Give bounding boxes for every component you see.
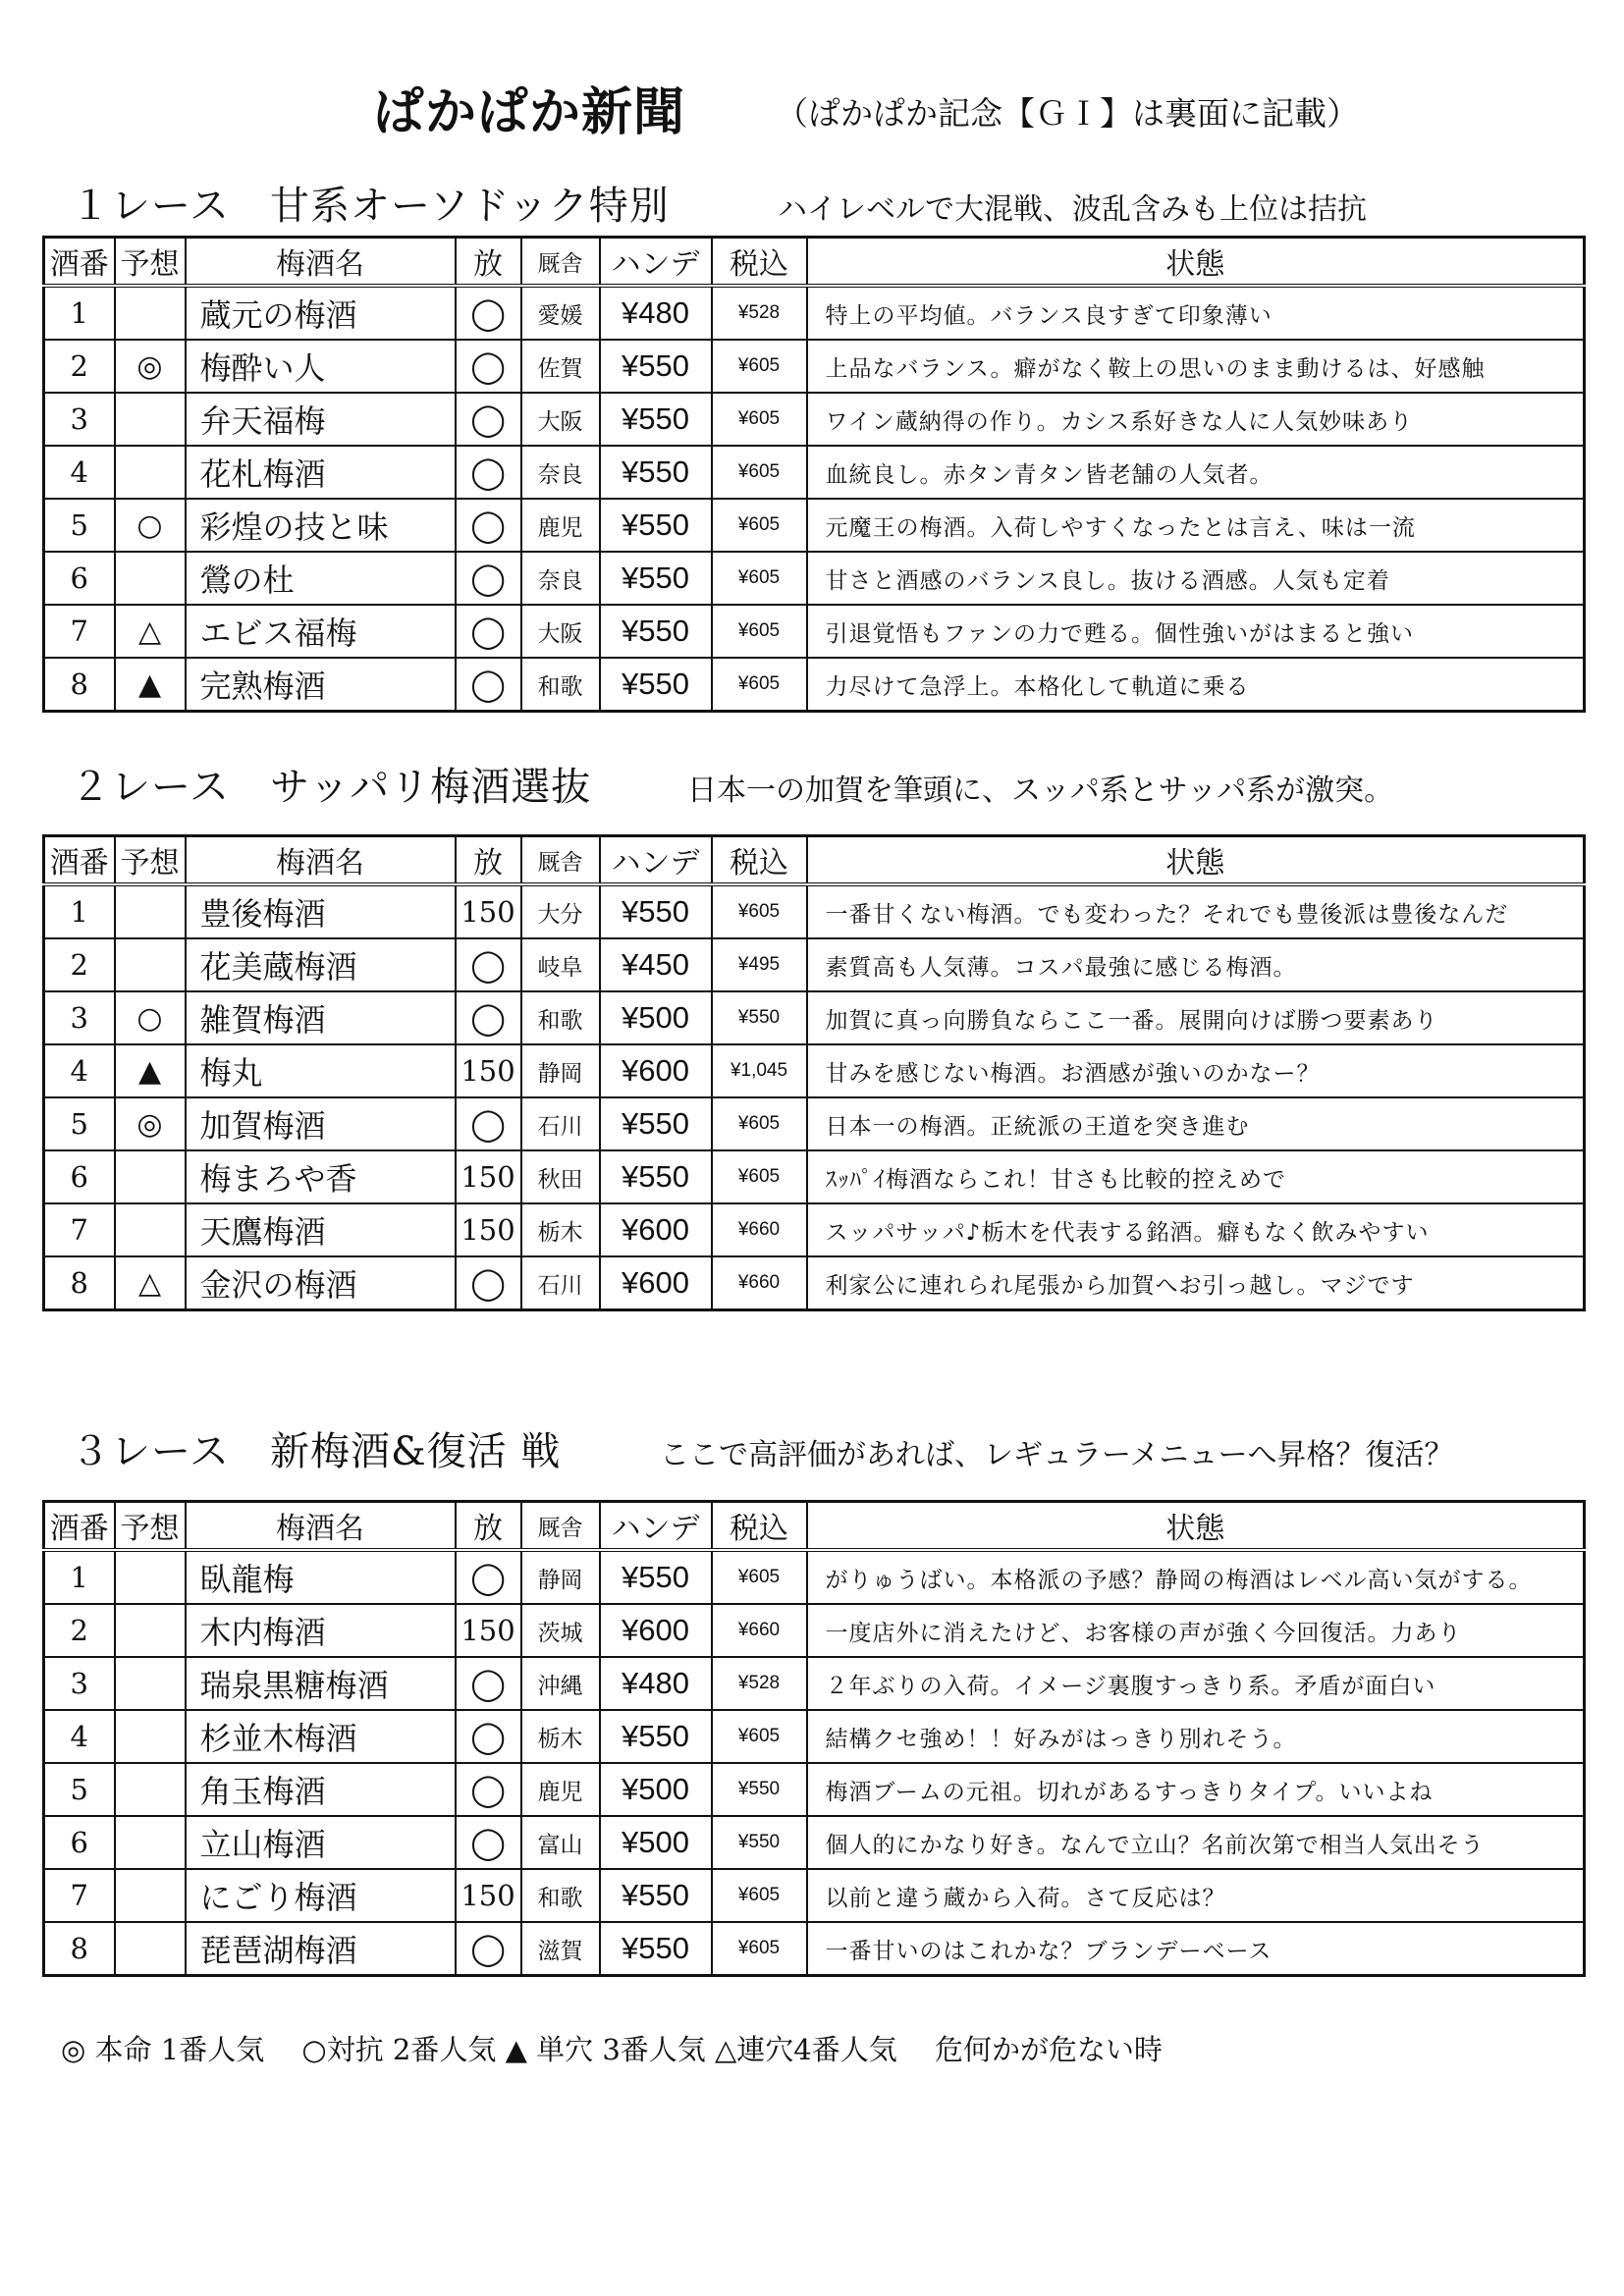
status-comment: ２年ぶりの入荷。イメージ裏腹すっきり系。矛盾が面白い bbox=[807, 1657, 1585, 1710]
column-header: 税込 bbox=[712, 238, 807, 287]
hou-cell: 150 bbox=[456, 1150, 521, 1203]
status-comment: 一番甘くない梅酒。でも変わった？それでも豊後派は豊後なんだ bbox=[807, 884, 1585, 938]
page-title: ぱかぱか新聞 bbox=[373, 82, 686, 142]
horse-number: 5 bbox=[44, 1097, 115, 1150]
umeshu-name: 花札梅酒 bbox=[186, 446, 456, 499]
hou-cell: ◯ bbox=[456, 499, 521, 552]
status-comment: 結構クセ強め！！好みがはっきり別れそう。 bbox=[807, 1710, 1585, 1763]
horse-number: 3 bbox=[44, 991, 115, 1044]
hou-cell: ◯ bbox=[456, 446, 521, 499]
table-row bbox=[44, 884, 1585, 938]
tax-price: ¥605 bbox=[712, 658, 807, 712]
horse-number: 5 bbox=[44, 1763, 115, 1816]
horse-number: 2 bbox=[44, 938, 115, 991]
status-comment: 日本一の梅酒。正統派の王道を突き進む bbox=[807, 1097, 1585, 1150]
stable-pref: 石川 bbox=[521, 1097, 600, 1150]
horse-number: 8 bbox=[44, 1922, 115, 1976]
race-note: ハイレベルで大混戦、波乱含みも上位は拮抗 bbox=[778, 192, 1367, 227]
race-3-header bbox=[0, 1420, 1624, 1479]
handicap-price: ¥550 bbox=[600, 884, 712, 938]
handicap-price: ¥550 bbox=[600, 1922, 712, 1976]
tax-price: ¥550 bbox=[712, 1763, 807, 1816]
prediction-mark: ▲ bbox=[115, 1044, 186, 1097]
umeshu-name: 弁天福梅 bbox=[186, 393, 456, 446]
stable-pref: 富山 bbox=[521, 1816, 600, 1869]
umeshu-name: 完熟梅酒 bbox=[186, 658, 456, 712]
handicap-price: ¥550 bbox=[600, 1710, 712, 1763]
race-title: ３レース 新梅酒&復活 戦 bbox=[71, 1429, 562, 1474]
tax-price: ¥660 bbox=[712, 1256, 807, 1310]
handicap-price: ¥500 bbox=[600, 991, 712, 1044]
stable-pref: 佐賀 bbox=[521, 340, 600, 393]
stable-pref: 和歌 bbox=[521, 991, 600, 1044]
umeshu-name: にごり梅酒 bbox=[186, 1869, 456, 1922]
hou-cell: ◯ bbox=[456, 1922, 521, 1976]
table-row bbox=[44, 1150, 1585, 1203]
race-note: ここで高評価があれば、レギュラーメニューへ昇格？復活？ bbox=[660, 1438, 1454, 1472]
handicap-price: ¥550 bbox=[600, 499, 712, 552]
hou-cell: ◯ bbox=[456, 1550, 521, 1604]
hou-cell: ◯ bbox=[456, 1256, 521, 1310]
race-note: 日本一の加賀を筆頭に、スッパ系とサッパ系が激突。 bbox=[687, 774, 1394, 808]
tax-price: ¥660 bbox=[712, 1203, 807, 1256]
status-comment: 上品なバランス。癖がなく鞍上の思いのまま動けるは、好感触 bbox=[807, 340, 1585, 393]
handicap-price: ¥550 bbox=[600, 1869, 712, 1922]
tax-price: ¥605 bbox=[712, 340, 807, 393]
status-comment: 血統良し。赤タン青タン皆老舗の人気者。 bbox=[807, 446, 1585, 499]
race-1-table bbox=[42, 236, 1586, 713]
column-header: 梅酒名 bbox=[186, 836, 456, 885]
umeshu-name: 梅酔い人 bbox=[186, 340, 456, 393]
umeshu-name: 豊後梅酒 bbox=[186, 884, 456, 938]
column-header: 厩舎 bbox=[521, 1502, 600, 1551]
handicap-price: ¥550 bbox=[600, 552, 712, 605]
header-row bbox=[44, 1502, 1585, 1551]
tax-price: ¥605 bbox=[712, 393, 807, 446]
header-row bbox=[44, 836, 1585, 885]
stable-pref: 奈良 bbox=[521, 446, 600, 499]
prediction-mark bbox=[115, 1150, 186, 1203]
status-comment: 梅酒ブームの元祖。切れがあるすっきりタイプ。いいよね bbox=[807, 1763, 1585, 1816]
race-2-table bbox=[42, 834, 1586, 1311]
horse-number: 6 bbox=[44, 1150, 115, 1203]
umeshu-name: 天鷹梅酒 bbox=[186, 1203, 456, 1256]
prediction-mark bbox=[115, 938, 186, 991]
column-header: 酒番 bbox=[44, 238, 115, 287]
stable-pref: 石川 bbox=[521, 1256, 600, 1310]
umeshu-name: 金沢の梅酒 bbox=[186, 1256, 456, 1310]
umeshu-name: 臥龍梅 bbox=[186, 1550, 456, 1604]
column-header: 状態 bbox=[807, 1502, 1585, 1551]
hou-cell: ◯ bbox=[456, 605, 521, 658]
horse-number: 6 bbox=[44, 552, 115, 605]
status-comment: 特上の平均値。バランス良すぎて印象薄い bbox=[807, 286, 1585, 340]
column-header: ハンデ bbox=[600, 836, 712, 885]
handicap-price: ¥550 bbox=[600, 340, 712, 393]
hou-cell: ◯ bbox=[456, 1097, 521, 1150]
table-row bbox=[44, 658, 1585, 712]
table-row bbox=[44, 1044, 1585, 1097]
horse-number: 1 bbox=[44, 1550, 115, 1604]
tax-price: ¥605 bbox=[712, 499, 807, 552]
table-row bbox=[44, 1710, 1585, 1763]
hou-cell: ◯ bbox=[456, 1763, 521, 1816]
prediction-legend: ◎ 本命 1番人気 ○対抗 2番人気 ▲ 単穴 3番人気 △連穴4番人気 危何かが危ない時 bbox=[61, 2033, 1163, 2066]
column-header: ハンデ bbox=[600, 238, 712, 287]
hou-cell: 150 bbox=[456, 1869, 521, 1922]
hou-cell: ◯ bbox=[456, 286, 521, 340]
handicap-price: ¥550 bbox=[600, 605, 712, 658]
stable-pref: 和歌 bbox=[521, 658, 600, 712]
column-header: 放 bbox=[456, 238, 521, 287]
status-comment: がりゅうばい。本格派の予感？静岡の梅酒はレベル高い気がする。 bbox=[807, 1550, 1585, 1604]
tax-price: ¥605 bbox=[712, 605, 807, 658]
prediction-mark bbox=[115, 1763, 186, 1816]
table-row bbox=[44, 499, 1585, 552]
handicap-price: ¥600 bbox=[600, 1203, 712, 1256]
status-comment: 個人的にかなり好き。なんで立山？名前次第で相当人気出そう bbox=[807, 1816, 1585, 1869]
column-header: 酒番 bbox=[44, 836, 115, 885]
table-row bbox=[44, 1869, 1585, 1922]
umeshu-name: 角玉梅酒 bbox=[186, 1763, 456, 1816]
column-header: 予想 bbox=[115, 1502, 186, 1551]
tax-price: ¥550 bbox=[712, 991, 807, 1044]
page-header bbox=[0, 61, 1624, 149]
prediction-mark: ▲ bbox=[115, 658, 186, 712]
stable-pref: 茨城 bbox=[521, 1604, 600, 1657]
handicap-price: ¥600 bbox=[600, 1604, 712, 1657]
handicap-price: ¥480 bbox=[600, 286, 712, 340]
umeshu-name: 瑞泉黒糖梅酒 bbox=[186, 1657, 456, 1710]
prediction-mark bbox=[115, 884, 186, 938]
umeshu-name: 蔵元の梅酒 bbox=[186, 286, 456, 340]
horse-number: 8 bbox=[44, 658, 115, 712]
umeshu-name: 立山梅酒 bbox=[186, 1816, 456, 1869]
hou-cell: 150 bbox=[456, 884, 521, 938]
race-3-table bbox=[42, 1500, 1586, 1977]
handicap-price: ¥600 bbox=[600, 1044, 712, 1097]
column-header: 厩舎 bbox=[521, 238, 600, 287]
horse-number: 1 bbox=[44, 884, 115, 938]
race-title: １レース 甘系オーソドック特別 bbox=[71, 184, 670, 229]
tax-price: ¥605 bbox=[712, 552, 807, 605]
status-comment: 利家公に連れられ尾張から加賀へお引っ越し。マジです bbox=[807, 1256, 1585, 1310]
table-row bbox=[44, 938, 1585, 991]
handicap-price: ¥500 bbox=[600, 1763, 712, 1816]
status-comment: 引退覚悟もファンの力で甦る。個性強いがはまると強い bbox=[807, 605, 1585, 658]
handicap-price: ¥480 bbox=[600, 1657, 712, 1710]
horse-number: 7 bbox=[44, 605, 115, 658]
horse-number: 3 bbox=[44, 1657, 115, 1710]
horse-number: 4 bbox=[44, 1710, 115, 1763]
tax-price: ¥528 bbox=[712, 1657, 807, 1710]
table-row bbox=[44, 1550, 1585, 1604]
stable-pref: 栃木 bbox=[521, 1203, 600, 1256]
hou-cell: ◯ bbox=[456, 552, 521, 605]
hou-cell: 150 bbox=[456, 1604, 521, 1657]
status-comment: ワイン蔵納得の作り。カシス系好きな人に人気妙味あり bbox=[807, 393, 1585, 446]
stable-pref: 沖縄 bbox=[521, 1657, 600, 1710]
table-row bbox=[44, 340, 1585, 393]
status-comment: 加賀に真っ向勝負ならここ一番。展開向けば勝つ要素あり bbox=[807, 991, 1585, 1044]
hou-cell: ◯ bbox=[456, 658, 521, 712]
table-row bbox=[44, 1922, 1585, 1976]
table-row bbox=[44, 1604, 1585, 1657]
column-header: 酒番 bbox=[44, 1502, 115, 1551]
handicap-price: ¥550 bbox=[600, 1150, 712, 1203]
column-header: 予想 bbox=[115, 836, 186, 885]
prediction-mark bbox=[115, 446, 186, 499]
table-row bbox=[44, 393, 1585, 446]
stable-pref: 鹿児 bbox=[521, 499, 600, 552]
hou-cell: 150 bbox=[456, 1044, 521, 1097]
handicap-price: ¥550 bbox=[600, 1550, 712, 1604]
prediction-mark bbox=[115, 1550, 186, 1604]
horse-number: 8 bbox=[44, 1256, 115, 1310]
tax-price: ¥605 bbox=[712, 1869, 807, 1922]
race-2-header bbox=[0, 756, 1624, 815]
table-row bbox=[44, 991, 1585, 1044]
table-row bbox=[44, 1657, 1585, 1710]
race-1-header bbox=[0, 175, 1624, 234]
tax-price: ¥605 bbox=[712, 446, 807, 499]
hou-cell: ◯ bbox=[456, 1657, 521, 1710]
umeshu-name: 雑賀梅酒 bbox=[186, 991, 456, 1044]
handicap-price: ¥600 bbox=[600, 1256, 712, 1310]
horse-number: 6 bbox=[44, 1816, 115, 1869]
prediction-mark bbox=[115, 1710, 186, 1763]
column-header: 状態 bbox=[807, 836, 1585, 885]
horse-number: 7 bbox=[44, 1869, 115, 1922]
status-comment: 一度店外に消えたけど、お客様の声が強く今回復活。力あり bbox=[807, 1604, 1585, 1657]
status-comment: ｽｯﾊﾟｲ梅酒ならこれ！甘さも比較的控えめで bbox=[807, 1150, 1585, 1203]
horse-number: 2 bbox=[44, 340, 115, 393]
stable-pref: 岐阜 bbox=[521, 938, 600, 991]
umeshu-name: エビス福梅 bbox=[186, 605, 456, 658]
race-title: ２レース サッパリ梅酒選抜 bbox=[71, 765, 592, 810]
stable-pref: 奈良 bbox=[521, 552, 600, 605]
column-header: 梅酒名 bbox=[186, 238, 456, 287]
tax-price: ¥660 bbox=[712, 1604, 807, 1657]
prediction-mark: △ bbox=[115, 605, 186, 658]
column-header: ハンデ bbox=[600, 1502, 712, 1551]
prediction-mark bbox=[115, 1922, 186, 1976]
tax-price: ¥605 bbox=[712, 1097, 807, 1150]
column-header: 放 bbox=[456, 836, 521, 885]
status-comment: スッパサッパ♪栃木を代表する銘酒。癖もなく飲みやすい bbox=[807, 1203, 1585, 1256]
umeshu-name: 琵琶湖梅酒 bbox=[186, 1922, 456, 1976]
horse-number: 7 bbox=[44, 1203, 115, 1256]
status-comment: 素質高も人気薄。コスパ最強に感じる梅酒。 bbox=[807, 938, 1585, 991]
hou-cell: 150 bbox=[456, 1203, 521, 1256]
tax-price: ¥605 bbox=[712, 1710, 807, 1763]
horse-number: 4 bbox=[44, 1044, 115, 1097]
tax-price: ¥605 bbox=[712, 1150, 807, 1203]
stable-pref: 栃木 bbox=[521, 1710, 600, 1763]
umeshu-name: 彩煌の技と味 bbox=[186, 499, 456, 552]
handicap-price: ¥450 bbox=[600, 938, 712, 991]
prediction-mark bbox=[115, 286, 186, 340]
table-row bbox=[44, 446, 1585, 499]
stable-pref: 秋田 bbox=[521, 1150, 600, 1203]
prediction-mark bbox=[115, 1604, 186, 1657]
status-comment: 以前と違う蔵から入荷。さて反応は？ bbox=[807, 1869, 1585, 1922]
column-header: 状態 bbox=[807, 238, 1585, 287]
horse-number: 3 bbox=[44, 393, 115, 446]
page-subtitle: （ぱかぱか記念【ＧＩ】は裏面に記載） bbox=[776, 94, 1359, 133]
hou-cell: ◯ bbox=[456, 1710, 521, 1763]
status-comment: 甘さと酒感のバランス良し。抜ける酒感。人気も定着 bbox=[807, 552, 1585, 605]
horse-number: 5 bbox=[44, 499, 115, 552]
umeshu-name: 木内梅酒 bbox=[186, 1604, 456, 1657]
stable-pref: 滋賀 bbox=[521, 1922, 600, 1976]
table-row bbox=[44, 1763, 1585, 1816]
handicap-price: ¥550 bbox=[600, 1097, 712, 1150]
table-row bbox=[44, 552, 1585, 605]
prediction-mark: ◎ bbox=[115, 1097, 186, 1150]
prediction-mark bbox=[115, 393, 186, 446]
column-header: 厩舎 bbox=[521, 836, 600, 885]
umeshu-name: 梅まろや香 bbox=[186, 1150, 456, 1203]
table-row bbox=[44, 1816, 1585, 1869]
umeshu-name: 加賀梅酒 bbox=[186, 1097, 456, 1150]
prediction-mark bbox=[115, 1816, 186, 1869]
stable-pref: 大阪 bbox=[521, 393, 600, 446]
hou-cell: ◯ bbox=[456, 991, 521, 1044]
stable-pref: 静岡 bbox=[521, 1044, 600, 1097]
prediction-mark: △ bbox=[115, 1256, 186, 1310]
table-row bbox=[44, 286, 1585, 340]
handicap-price: ¥550 bbox=[600, 446, 712, 499]
status-comment: 力尽けて急浮上。本格化して軌道に乗る bbox=[807, 658, 1585, 712]
tax-price: ¥605 bbox=[712, 884, 807, 938]
stable-pref: 大阪 bbox=[521, 605, 600, 658]
hou-cell: ◯ bbox=[456, 340, 521, 393]
hou-cell: ◯ bbox=[456, 1816, 521, 1869]
tax-price: ¥528 bbox=[712, 286, 807, 340]
stable-pref: 鹿児 bbox=[521, 1763, 600, 1816]
horse-number: 2 bbox=[44, 1604, 115, 1657]
umeshu-name: 花美蔵梅酒 bbox=[186, 938, 456, 991]
hou-cell: ◯ bbox=[456, 393, 521, 446]
handicap-price: ¥500 bbox=[600, 1816, 712, 1869]
stable-pref: 和歌 bbox=[521, 1869, 600, 1922]
prediction-mark bbox=[115, 1203, 186, 1256]
prediction-mark: ◎ bbox=[115, 340, 186, 393]
stable-pref: 大分 bbox=[521, 884, 600, 938]
column-header: 予想 bbox=[115, 238, 186, 287]
handicap-price: ¥550 bbox=[600, 658, 712, 712]
prediction-mark bbox=[115, 1657, 186, 1710]
table-row bbox=[44, 1203, 1585, 1256]
column-header: 税込 bbox=[712, 836, 807, 885]
umeshu-name: 鶯の杜 bbox=[186, 552, 456, 605]
status-comment: 元魔王の梅酒。入荷しやすくなったとは言え、味は一流 bbox=[807, 499, 1585, 552]
prediction-mark bbox=[115, 1869, 186, 1922]
tax-price: ¥605 bbox=[712, 1550, 807, 1604]
status-comment: 一番甘いのはこれかな？ブランデーベース bbox=[807, 1922, 1585, 1976]
header-row bbox=[44, 238, 1585, 287]
table-row bbox=[44, 1256, 1585, 1310]
stable-pref: 愛媛 bbox=[521, 286, 600, 340]
prediction-mark bbox=[115, 552, 186, 605]
table-row bbox=[44, 605, 1585, 658]
tax-price: ¥495 bbox=[712, 938, 807, 991]
tax-price: ¥550 bbox=[712, 1816, 807, 1869]
stable-pref: 静岡 bbox=[521, 1550, 600, 1604]
horse-number: 1 bbox=[44, 286, 115, 340]
status-comment: 甘みを感じない梅酒。お酒感が強いのかなー？ bbox=[807, 1044, 1585, 1097]
tax-price: ¥605 bbox=[712, 1922, 807, 1976]
umeshu-name: 梅丸 bbox=[186, 1044, 456, 1097]
column-header: 税込 bbox=[712, 1502, 807, 1551]
prediction-mark: ○ bbox=[115, 991, 186, 1044]
hou-cell: ◯ bbox=[456, 938, 521, 991]
horse-number: 4 bbox=[44, 446, 115, 499]
table-row bbox=[44, 1097, 1585, 1150]
handicap-price: ¥550 bbox=[600, 393, 712, 446]
column-header: 梅酒名 bbox=[186, 1502, 456, 1551]
column-header: 放 bbox=[456, 1502, 521, 1551]
tax-price: ¥1,045 bbox=[712, 1044, 807, 1097]
umeshu-name: 杉並木梅酒 bbox=[186, 1710, 456, 1763]
prediction-mark: ○ bbox=[115, 499, 186, 552]
